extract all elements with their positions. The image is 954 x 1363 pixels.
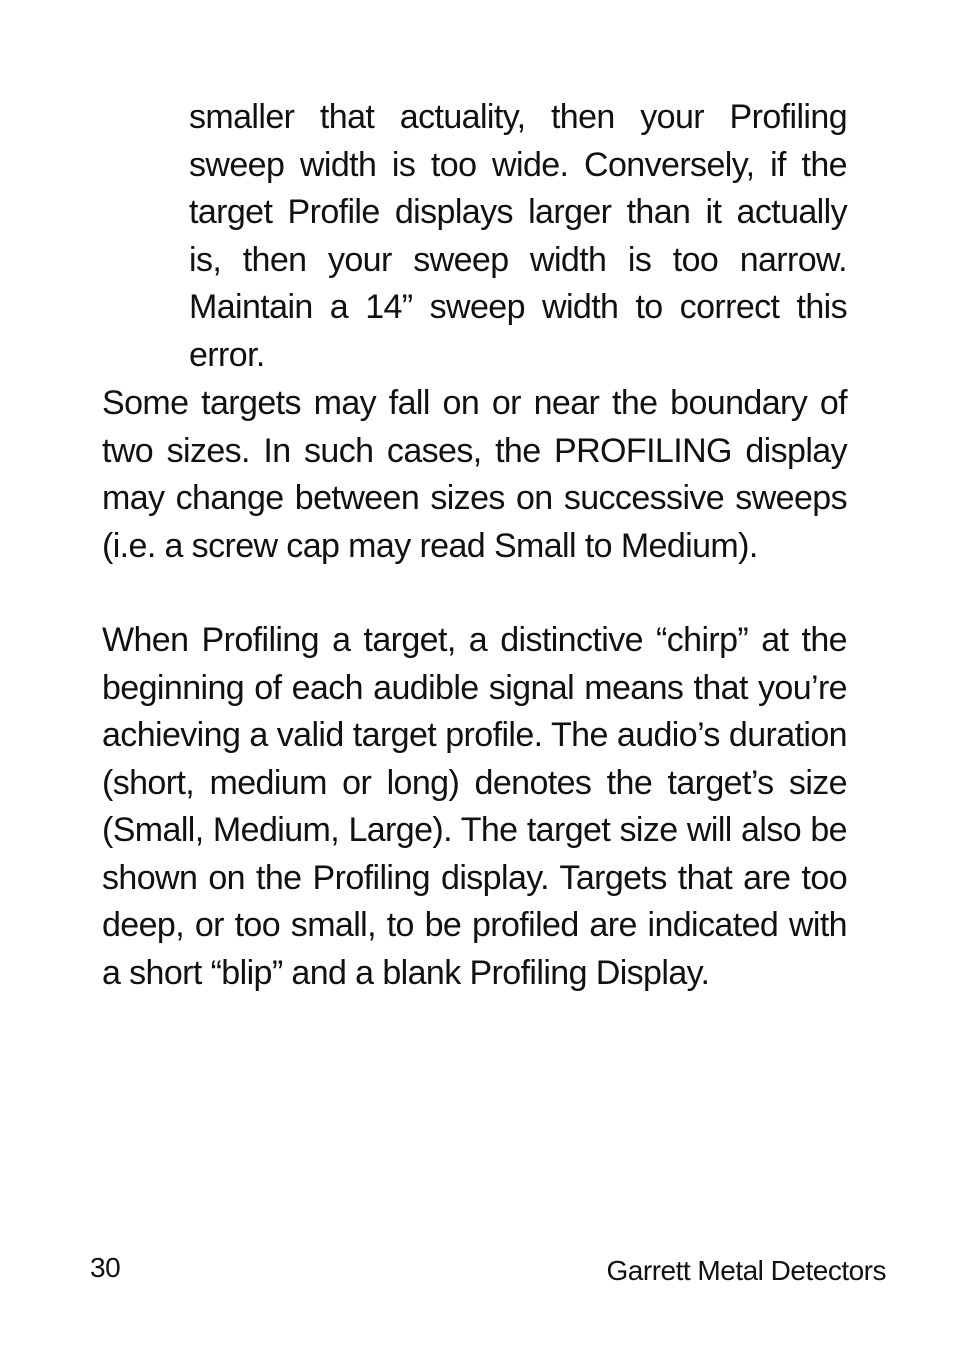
indented-paragraph: smaller that actuality, then your Profiling sweep width is too wide. Conversely, if the target Profile displays larger than it actually is, then your sweep width is too narrow. Maintain a 14” sweep width to correct this error. [189,98,847,374]
page-number: 30 [90,1252,121,1283]
boundary-sizes-paragraph: Some targets may fall on or near the boundary of two sizes. In such cases, the PROFILING display may change between sizes on successive sweeps (i.e. a screw cap may read Small to Medium). [102,384,847,565]
footer-brand: Garrett Metal Detectors [606,1255,886,1286]
profiling-audio-paragraph: When Profiling a target, a distinctive “chirp” at the beginning of each audible signal means that you’re achieving a valid target profile. The audio’s duration (short, medium or long) denotes the target’s size (Small, Medium, Large). The target size will also be shown on the Profiling display. Targets that are too deep, or too small, to be profiled are indicated with a short “blip” and a blank Profiling Display. [102,621,847,992]
